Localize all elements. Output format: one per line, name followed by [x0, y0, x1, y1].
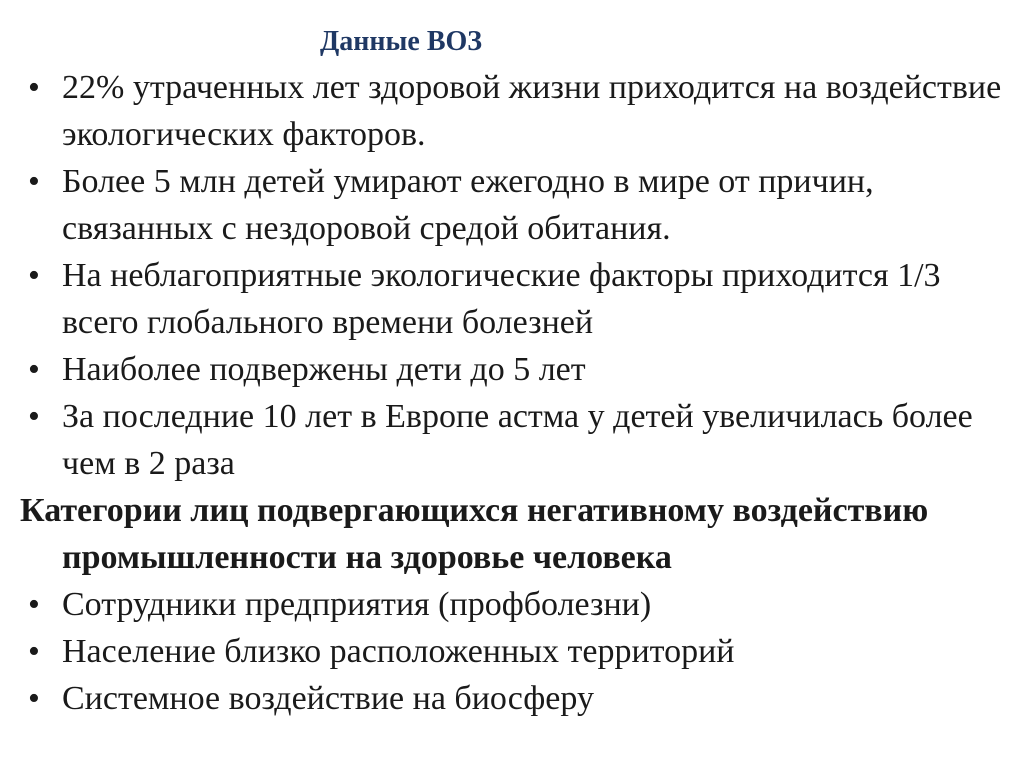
list-item-text: Сотрудники предприятия (профболезни)	[62, 586, 652, 623]
list-item-text: Население близко расположенных территорий	[62, 633, 735, 670]
list-item	[0, 581, 1010, 628]
bullet-icon: •	[28, 163, 40, 200]
categories-list	[0, 581, 1010, 722]
slide-title: Данные ВОЗ	[320, 26, 483, 57]
list-item-text: За последние 10 лет в Европе астма у детей увеличилась более чем в 2 раза	[62, 398, 973, 482]
list-item	[0, 346, 1010, 393]
list-item-text: На неблагоприятные экологические факторы приходится 1/3 всего глобального времени болезней	[62, 257, 941, 341]
list-item-text: Наиболее подвержены дети до 5 лет	[62, 351, 586, 388]
slide-body	[0, 64, 1010, 722]
who-facts-list	[0, 64, 1010, 487]
bullet-icon: •	[28, 680, 40, 717]
list-item	[0, 252, 1010, 346]
list-item-text: Системное воздействие на биосферу	[62, 680, 594, 717]
bullet-icon: •	[28, 257, 40, 294]
bullet-icon: •	[28, 69, 40, 106]
bullet-icon: •	[28, 351, 40, 388]
list-item	[0, 64, 1010, 158]
bullet-icon: •	[28, 398, 40, 435]
list-item	[0, 393, 1010, 487]
list-item	[0, 158, 1010, 252]
list-item	[0, 628, 1010, 675]
list-item	[0, 675, 1010, 722]
bullet-icon: •	[28, 633, 40, 670]
bullet-icon: •	[28, 586, 40, 623]
categories-heading: Категории лиц подвергающихся негативному воздействию промышленности на здоровье человека	[20, 492, 929, 576]
list-item-text: Более 5 млн детей умирают ежегодно в мире от причин, связанных с нездоровой средой обитания.	[62, 163, 874, 247]
list-item-text: 22% утраченных лет здоровой жизни приходится на воздействие экологических факторов.	[62, 69, 1002, 153]
